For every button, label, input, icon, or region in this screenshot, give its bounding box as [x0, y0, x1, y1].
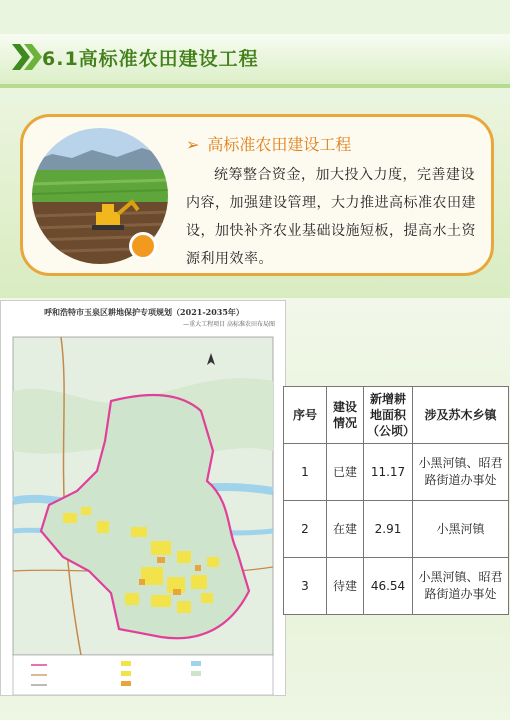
page-title: 6.1高标准农田建设工程: [42, 48, 259, 70]
subheading-text: 高标准农田建设工程: [207, 135, 352, 154]
cell-area: 2.91: [364, 501, 413, 558]
cell-no: 2: [284, 501, 327, 558]
double-chevron-icon: [12, 44, 44, 70]
map-title: 呼和浩特市玉泉区耕地保护专项规划（2021-2035年）: [44, 307, 244, 317]
table-row: [284, 501, 509, 558]
cell-status: 待建: [327, 558, 364, 615]
cell-no: 1: [284, 444, 327, 501]
section-subheading: [186, 132, 351, 155]
cell-no: 3: [284, 558, 327, 615]
map-subtitle: —重大工程项目 高标准农田布局图: [183, 321, 275, 328]
table-row: [284, 444, 509, 501]
header-no: 序号: [284, 387, 327, 444]
cell-status: 在建: [327, 501, 364, 558]
cell-status: 已建: [327, 444, 364, 501]
header-area: 新增耕地面积（公顷）: [364, 387, 413, 444]
arrow-bullet-icon: ➢: [186, 135, 200, 154]
project-table: [283, 386, 509, 615]
map-image: [1, 331, 286, 696]
table-header-row: [284, 387, 509, 444]
cell-towns: 小黑河镇、昭君路街道办事处: [413, 558, 509, 615]
planning-map: [0, 300, 286, 696]
table-row: [284, 558, 509, 615]
orange-accent-dot: [129, 232, 157, 260]
cell-area: 11.17: [364, 444, 413, 501]
cell-towns: 小黑河镇: [413, 501, 509, 558]
header-towns: 涉及苏木乡镇: [413, 387, 509, 444]
header-divider: [0, 84, 510, 88]
cell-area: 46.54: [364, 558, 413, 615]
cell-towns: 小黑河镇、昭君路街道办事处: [413, 444, 509, 501]
header-status: 建设情况: [327, 387, 364, 444]
intro-paragraph: 统筹整合资金，加大投入力度，完善建设内容，加强建设管理，大力推进高标准农田建设，加快补齐农业基础设施短板，提高水土资源利用效率。: [186, 167, 476, 267]
